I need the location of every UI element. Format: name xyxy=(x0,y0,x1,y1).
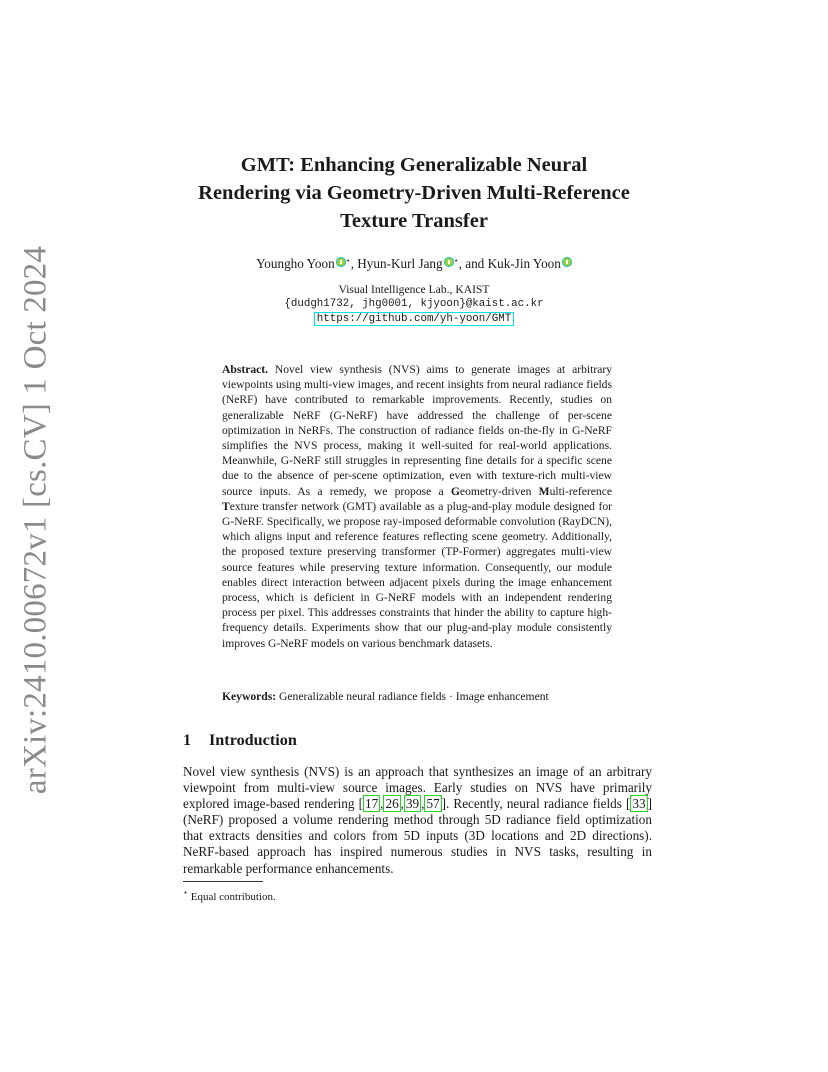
lab-name: Visual Intelligence Lab., KAIST xyxy=(338,283,490,296)
abstract-label: Abstract. xyxy=(222,363,269,376)
citation-link[interactable]: 39 xyxy=(405,796,420,812)
affiliation-block xyxy=(150,282,678,327)
abstract-bold-letter: M xyxy=(538,484,550,498)
citation-link[interactable]: 26 xyxy=(385,796,399,812)
orcid-icon[interactable] xyxy=(444,257,454,267)
section-number: 1 xyxy=(183,731,192,749)
abstract-text: Novel view synthesis (NVS) aims to generate images at arbitrary viewpoints using multi-view images, and recent insights from neural radiance fields (NeRF) have contributed to remarkable improvements. Recently, studies on generalizable NeRF (G-NeRF) have addressed the challenge of per-scene optimization in NeRFs. The construction of radiance fields on-the-fly in G-NeRF simplifies the NVS process, making it well-suited for real-world applications. Meanwhile, G-NeRF still struggles in representing fine details for a specific scene due to the absence of per-scene optimization, even with texture-rich multi-view source inputs. As a remedy, we propose a xyxy=(222,363,612,498)
keywords xyxy=(222,689,632,704)
author-emails: {dudgh1732, jhg0001, kjyoon}@kaist.ac.kr xyxy=(284,298,544,310)
equal-contribution-mark: ⋆ xyxy=(345,256,351,265)
abstract-bold-letter: G xyxy=(450,484,460,498)
body-text: ]. Recently, neural radiance fields [ xyxy=(441,796,631,812)
github-link[interactable]: https://github.com/yh-yoon/GMT xyxy=(314,312,514,326)
author-separator: , and xyxy=(458,256,488,271)
section-title-text: Introduction xyxy=(209,731,297,749)
author-name-2: Hyun-Kurl Jang xyxy=(357,256,443,271)
body-text: ] (NeRF) proposed a volume rendering method through 5D radiance field optimization that extracts densities and colors from 5D inputs (3D locations and 2D directions). NeRF-based approach has inspired numerous studies in NVS tasks, resulting in remarkable performance enhancements. xyxy=(183,796,652,876)
citation-link[interactable]: 57 xyxy=(426,796,440,812)
abstract-text: ulti-reference xyxy=(549,484,612,498)
orcid-icon[interactable] xyxy=(336,257,346,267)
footnote-rule xyxy=(183,881,263,882)
paper-title xyxy=(150,151,678,235)
body-text: Novel view synthesis (NVS) is an approach that synthesizes an image of an arbitrary viewpoint from multi-view source images. Early studies on NVS have primarily explored image-based rendering [ xyxy=(183,764,652,812)
orcid-icon[interactable] xyxy=(562,257,572,267)
arxiv-identifier-stamp: arXiv:2410.00672v1 [cs.CV] 1 Oct 2024 xyxy=(17,245,54,795)
keywords-label: Keywords: xyxy=(222,690,277,703)
author-name-3: Kuk-Jin Yoon xyxy=(487,256,561,271)
abstract-text: exture transfer network (GMT) available as a plug-and-play module designed for G-NeRF. Specifically, we propose ray-imposed deformable convolution (RayDCN), which aligns input and reference features reflecting scene geometry. Additionally, the proposed texture preserving transformer (TP-Former) aggregates multi-view source features while preserving texture information. Consequently, our module enables direct interaction between adjacent pixels during the image enhancement process, which is deficient in G-NeRF models with an independent rendering process per pixel. This addresses constraints that hinder the ability to capture high-frequency details. Experiments show that our plug-and-play module consistently improves G-NeRF models on various benchmark datasets. xyxy=(222,499,612,650)
introduction-paragraph: Novel view synthesis (NVS) is an approach that synthesizes an image of an arbitrary viewpoint from multi-view source images. Early studies on NVS have primarily explored image-based rendering [ 17 , 26 , 39 , 57 ]. Recently, neural radiance fields [ 33 ] (NeRF) proposed a volume rendering method through 5D radiance field optimization that extracts densities and colors from 5D inputs (3D locations and 2D directions). NeRF-based approach has inspired numerous studies in NVS tasks, resulting in remarkable performance enhancements. xyxy=(183,764,652,876)
abstract-text: eometry-driven xyxy=(459,484,539,498)
title-line-2: Rendering via Geometry-Driven Multi-Reference xyxy=(198,182,630,204)
author-name-1: Youngho Yoon xyxy=(256,256,335,271)
section-heading xyxy=(183,730,643,750)
title-line-1: GMT: Enhancing Generalizable Neural xyxy=(240,154,588,176)
footnote xyxy=(183,886,652,904)
author-separator: , xyxy=(350,256,358,271)
footnote-text: Equal contribution. xyxy=(188,891,276,903)
title-line-3: Texture Transfer xyxy=(340,210,488,232)
keywords-text: Generalizable neural radiance fields · Image enhancement xyxy=(276,690,549,703)
abstract xyxy=(222,362,612,651)
citation-link[interactable]: 17 xyxy=(364,796,379,812)
footnote-mark: ⋆ xyxy=(183,888,189,897)
citation-link[interactable]: 33 xyxy=(632,796,646,812)
abstract-bold-letter: T xyxy=(222,499,230,513)
equal-contribution-mark: ⋆ xyxy=(453,256,459,265)
author-list xyxy=(150,252,678,273)
